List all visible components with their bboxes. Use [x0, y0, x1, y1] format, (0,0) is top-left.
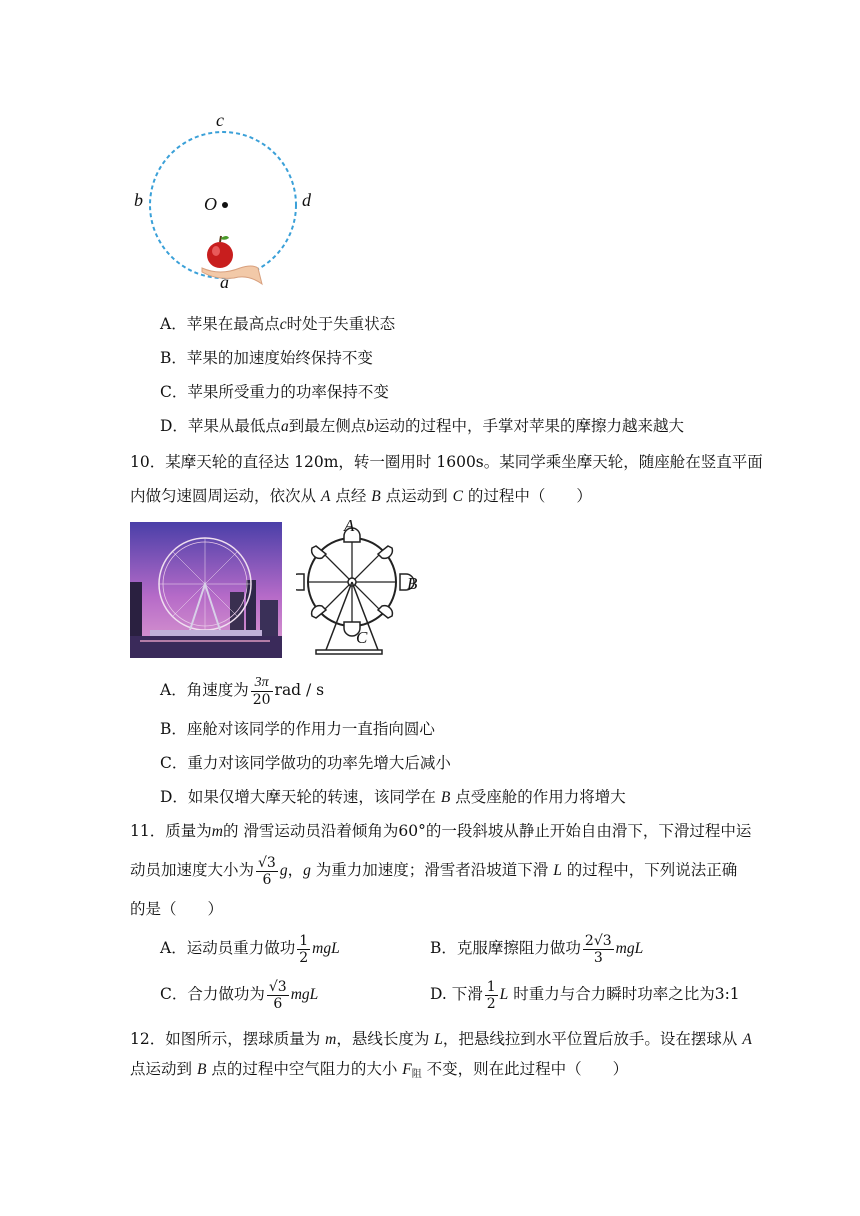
ferris-wheel-photo [130, 522, 282, 658]
circle-diagram [130, 108, 330, 298]
q10-option-b: B．座舱对该同学的作用力一直指向圆心 [160, 720, 435, 738]
q12-stem-line2: 点运动到 B 点的过程中空气阻力的大小 $F_阻$ 不变，则在此过程中（ ） [130, 1060, 629, 1080]
q9-option-d: D．苹果从最低点a到最左侧点b运动的过程中，手掌对苹果的摩擦力越来越大 [160, 417, 684, 435]
q11-option-c: C．合力做功为 $\frac{√3}{6}$ mgL [160, 978, 319, 1012]
q9-option-a: A．苹果在最高点c时处于失重状态 [160, 315, 396, 333]
fraction: $\frac{√3}{6}$ [258, 854, 276, 888]
label-c: c [216, 110, 224, 130]
q11-stem-line1: 11．质量为m的 滑雪运动员沿着倾角为60°的一段斜坡从静止开始自由滑下，下滑过程中运 [130, 822, 752, 840]
label-a: a [220, 272, 229, 292]
fraction: $\frac{1}{2}$ [299, 932, 309, 966]
fraction: $\frac{√3}{6}$ [268, 978, 287, 1012]
fraction: $\frac{1}{2}$ [486, 978, 496, 1012]
q9-option-b: B．苹果的加速度始终保持不变 [160, 349, 373, 367]
q10-option-c: C．重力对该同学做功的功率先增大后减小 [160, 754, 451, 772]
q11-option-b: B．克服摩擦阻力做功 $\frac{2√3}{3}$ mgL [430, 932, 644, 966]
circle-motion-figure [130, 108, 330, 298]
fraction: $\frac{2√3}{3}$ [584, 932, 612, 966]
q11-option-a: A．运动员重力做功 $\frac{1}{2}$ mgL [160, 932, 340, 966]
diagram-label-c: C [356, 628, 368, 647]
q12-stem-line1: 12．如图所示，摆球质量为 m，悬线长度为 L，把悬线拉到水平位置后放手。设在摆球从 A [130, 1030, 752, 1048]
label-o: O [204, 194, 217, 214]
q10-option-a: A．角速度为 $\frac{3\pi}{20}$ rad / s [160, 674, 325, 708]
q10-stem-line2: 内做匀速圆周运动，依次从 A 点经 B 点运动到 C 的过程中（ ） [130, 487, 592, 505]
label-d: d [302, 190, 311, 210]
q11-option-d: D. 下滑 $\frac{1}{2}$ L 时重力与合力瞬时功率之比为3:1 [430, 978, 740, 1012]
q9-option-c: C．苹果所受重力的功率保持不变 [160, 383, 389, 401]
diagram-label-a: A [344, 516, 355, 535]
q11-stem-line2: 动员加速度大小为 $\frac{√3}{6}$ g，g 为重力加速度；滑雪者沿坡道下滑 L 的过程中，下列说法正确 [130, 854, 738, 888]
ferris-wheel-diagram [296, 518, 426, 660]
q11-stem-line3: 的是（ ） [130, 900, 224, 918]
q10-stem-line1: 10．某摩天轮的直径达 120m，转一圈用时 1600s。某同学乘坐摩天轮，随座舱在竖直平面 [130, 453, 763, 471]
diagram-label-b: B [407, 574, 418, 593]
q10-option-d: D．如果仅增大摩天轮的转速，该同学在 B 点受座舱的作用力将增大 [160, 788, 626, 806]
label-b: b [134, 190, 143, 210]
fraction: $\frac{3\pi}{20}$ [252, 674, 271, 708]
